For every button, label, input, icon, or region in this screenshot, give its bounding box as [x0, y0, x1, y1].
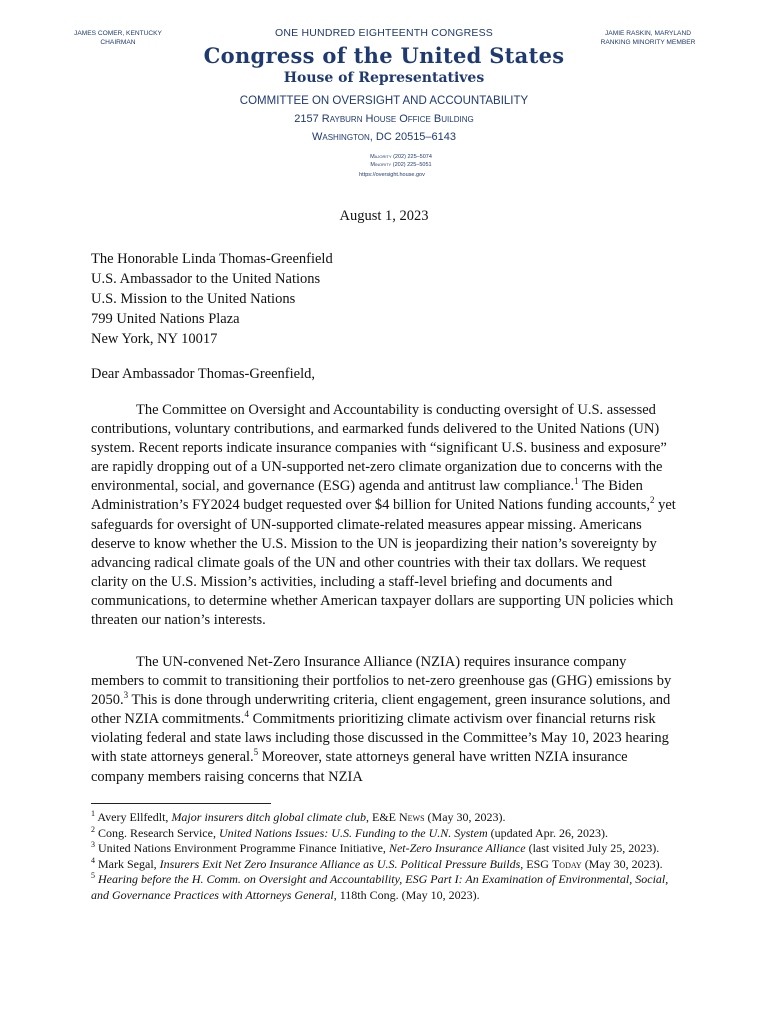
letterhead-title: Congress of the United States [203, 43, 565, 68]
committee-name: COMMITTEE ON OVERSIGHT AND ACCOUNTABILITY [239, 95, 529, 107]
letterhead [0, 26, 768, 179]
footnote-text: Mark Segal, [98, 856, 160, 871]
salutation: Dear Ambassador Thomas-Greenfield, [91, 366, 316, 382]
footnote-ref-2[interactable]: 2 [649, 495, 655, 506]
recipient-line: New York, NY 10017 [91, 331, 218, 347]
body-paragraph-1 [91, 401, 679, 630]
letter-date: August 1, 2023 [339, 208, 429, 224]
building-address: 2157 Rayburn House Office Building [294, 113, 474, 125]
phone-numbers [34, 153, 768, 169]
footnote-5 [91, 872, 681, 903]
recipient-line: The Honorable Linda Thomas-Greenfield [91, 251, 333, 267]
footnote-text: , ESG [520, 856, 552, 871]
footnote-title: United Nations Issues: U.S. Funding to the U.N. System [218, 825, 488, 840]
paragraph-text: The UN-convened Net-Zero Insurance Alliance (NZIA) requires insurance company members to commit to transitioning their portfolios to net-zero greenhouse gas (GHG) emissions by 2050. [91, 654, 672, 709]
paragraph-text: Commitments prioritizing climate activism over financial returns risk violating federal and state laws including those discussed in the Committee’s May 10, 2023 hearing with state attorneys general. [91, 711, 669, 766]
paragraph-text: Moreover, state attorneys general have written NZIA insurance company members raising concerns that NZIA [91, 749, 628, 785]
footnote-source: Today [551, 856, 582, 871]
footnote-text: (May 30, 2023). [581, 856, 663, 871]
footnote-number: 3 [91, 840, 95, 850]
footnote-title: Insurers Exit Net Zero Insurance Alliance as U.S. Political Pressure Builds [159, 856, 521, 871]
footnote-number: 4 [91, 855, 95, 865]
footnote-number: 5 [91, 871, 95, 881]
footnote-title: Net-Zero Insurance Alliance [388, 841, 526, 856]
footnote-text: (last visited July 25, 2023). [525, 841, 660, 856]
footnote-1 [91, 810, 681, 826]
minority-phone: Minority (202) 225–5051 [370, 162, 432, 168]
footnote-text: , 118th Cong. (May 10, 2023). [333, 887, 480, 902]
footnote-text: Cong. Research Service, [98, 825, 219, 840]
paragraph-text: This is done through underwriting criteria, client engagement, green insurance solutions, and other NZIA commitments. [91, 692, 671, 728]
city-address: Washington, DC 20515–6143 [311, 131, 457, 143]
letterhead-subtitle: House of Representatives [283, 70, 485, 86]
recipient-address [91, 249, 333, 349]
recipient-line: U.S. Mission to the United Nations [91, 291, 296, 307]
body-paragraph-2 [91, 653, 679, 787]
ranking-name: JAMIE RASKIN, MARYLAND [605, 30, 691, 37]
majority-phone: Majority (202) 225–5074 [370, 154, 432, 160]
ranking-title: RANKING MINORITY MEMBER [600, 39, 696, 46]
footnote-ref-3[interactable]: 3 [123, 690, 129, 701]
footnote-number: 2 [91, 824, 95, 834]
footnote-text: Avery Ellfedlt, [97, 810, 172, 824]
footnote-text: (updated Apr. 26, 2023). [487, 825, 608, 840]
website-link[interactable]: https://oversight.house.gov [359, 172, 425, 178]
footnote-2 [91, 826, 681, 842]
ranking-member-block [578, 29, 718, 47]
recipient-line: 799 United Nations Plaza [91, 311, 240, 327]
footnotes [91, 810, 681, 904]
footnote-ref-4[interactable]: 4 [244, 709, 249, 720]
recipient-line: U.S. Ambassador to the United Nations [91, 271, 321, 287]
footnote-ref-1[interactable]: 1 [574, 476, 579, 487]
paragraph-text: yet safeguards for oversight of UN-supported climate-related measures appear missing. Americans deserve to know whether the U.S. Mission to the UN is jeopardizing their nation’s sovereignty by advancing radical climate goals of the UN and other countries with their tax dollars. We request clarity on the U.S. Mission’s activities, including a staff-level briefing and documents and communications, to determine whether American taxpayer dollars are supporting UN policies which threaten our nation’s interests. [91, 497, 676, 629]
chairman-name: JAMES COMER, KENTUCKY [74, 30, 162, 37]
footnote-text: United Nations Environment Programme Finance Initiative, [98, 841, 389, 856]
congress-line: ONE HUNDRED EIGHTEENTH CONGRESS [275, 27, 493, 39]
footnote-ref-5[interactable]: 5 [253, 747, 259, 758]
footnote-title: Major insurers ditch global climate club [171, 810, 366, 824]
footnote-number: 1 [91, 809, 95, 818]
footnote-text: (May 30, 2023). [424, 810, 506, 824]
paragraph-text: The Biden Administration’s FY2024 budget requested over $4 billion for United Nations funding accounts, [91, 478, 650, 514]
footnote-title: Hearing before the H. Comm. on Oversight and Accountability, ESG Part I: An Examination of Environmental, Social, and Governance Practices with Attorneys General [91, 872, 669, 902]
chairman-title: CHAIRMAN [100, 39, 136, 46]
footnote-3 [91, 841, 681, 857]
footnote-source: News [398, 810, 425, 824]
paragraph-text: The Committee on Oversight and Accountability is conducting oversight of U.S. assessed contributions, voluntary contributions, and earmarked funds delivered to the United Nations (UN) system. Recent reports indicate insurance companies with “significant U.S. business and exposure” are rapidly dropping out of a UN-supported net-zero climate organization due to concerns with the environmental, social, and governance (ESG) agenda and antitrust law compliance. [91, 402, 667, 495]
footnote-text: , E&E [365, 810, 399, 824]
footnote-divider [91, 803, 271, 804]
footnote-4 [91, 857, 681, 873]
